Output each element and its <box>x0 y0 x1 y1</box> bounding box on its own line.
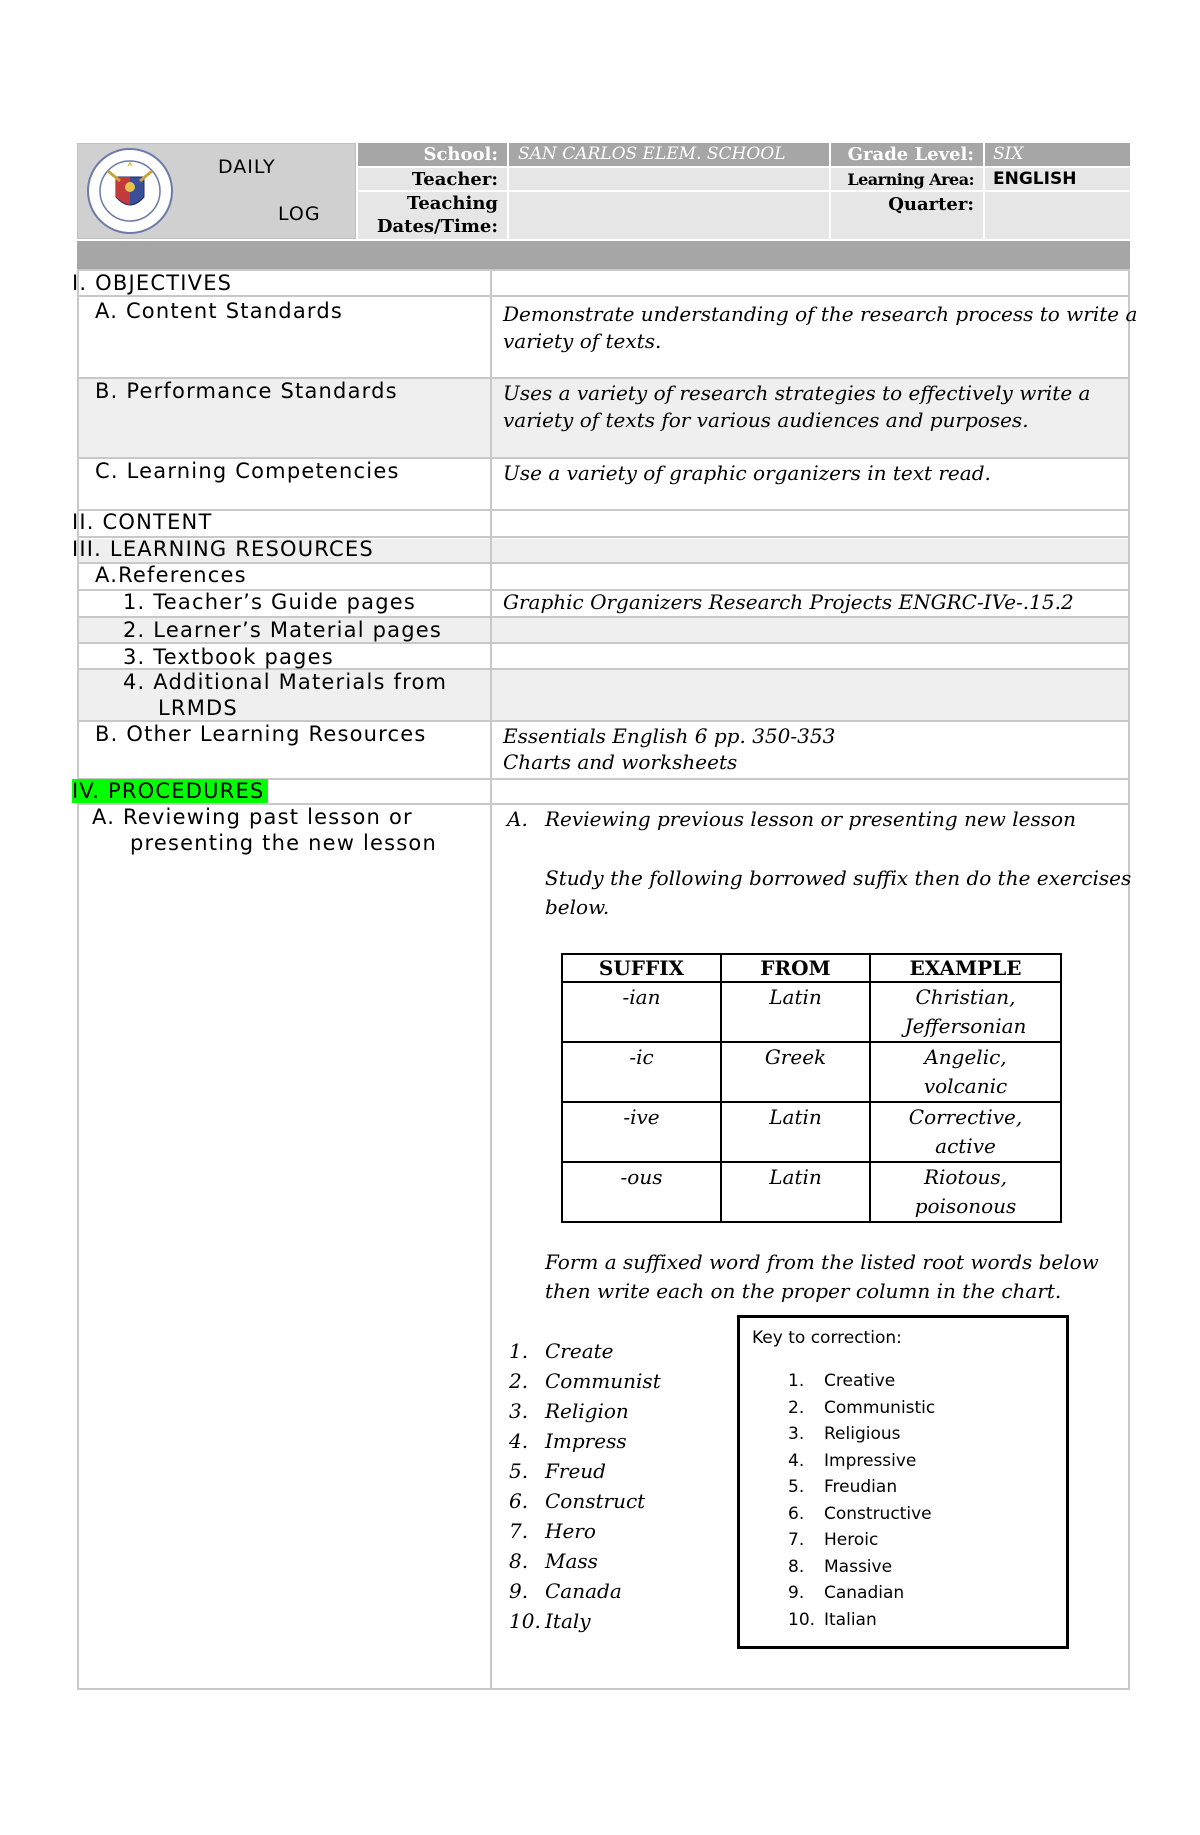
list-number: 6. <box>509 1489 529 1513</box>
key-answer: Communistic <box>824 1397 936 1418</box>
teaching-dates-label-1: Teaching <box>406 193 498 214</box>
performance-standards-value-2: variety of texts for various audiences and purposes. <box>503 408 1029 432</box>
key-answer: Impressive <box>824 1450 917 1471</box>
procedure-instruction-1: Study the following borrowed suffix then do the exercises <box>545 866 1132 890</box>
key-answer: Constructive <box>824 1503 932 1524</box>
key-number: 8. <box>788 1556 805 1577</box>
suffix-cell: -ic <box>562 1042 721 1102</box>
example-cell <box>870 982 1061 1042</box>
list-item <box>788 1583 1048 1610</box>
suffix-table <box>561 953 1062 1223</box>
procedure-instruction-2: below. <box>545 895 610 919</box>
root-word: Communist <box>545 1369 661 1393</box>
header-band <box>77 241 1130 269</box>
list-number: 1. <box>509 1339 529 1363</box>
performance-standards-label: B. Performance Standards <box>95 379 398 403</box>
procedure-heading-text: Reviewing previous lesson or presenting new lesson <box>545 807 1076 831</box>
school-value[interactable]: SAN CARLOS ELEM. SCHOOL <box>518 144 786 164</box>
table-row <box>562 1102 1061 1162</box>
teachers-guide-label: 1. Teacher’s Guide pages <box>123 590 416 614</box>
content-heading: II. CONTENT <box>72 510 213 534</box>
list-item <box>509 1398 709 1428</box>
list-item <box>788 1398 1048 1425</box>
objectives-heading: I. OBJECTIVES <box>72 271 233 295</box>
key-title: Key to correction: <box>752 1328 902 1348</box>
from-header: FROM <box>721 954 870 982</box>
teaching-dates-label-2: Dates/Time: <box>376 216 498 237</box>
root-word: Hero <box>545 1519 596 1543</box>
key-number: 9. <box>788 1583 805 1603</box>
content-standards-label: A. Content Standards <box>95 299 344 323</box>
example-header: EXAMPLE <box>870 954 1061 982</box>
list-number: 10. <box>509 1609 541 1633</box>
key-number: 1. <box>788 1371 805 1391</box>
teachers-guide-value: Graphic Organizers Research Projects ENGRC-IVe-.15.2 <box>503 590 1074 614</box>
list-item <box>788 1504 1048 1531</box>
example-line-1: Corrective, <box>908 1105 1023 1129</box>
list-number: 3. <box>509 1399 529 1423</box>
example-line-2: volcanic <box>923 1074 1008 1098</box>
key-number: 2. <box>788 1397 805 1418</box>
form-instruction-2: then write each on the proper column in the chart. <box>545 1279 1062 1303</box>
additional-materials-label-1: 4. Additional Materials from <box>123 670 448 694</box>
example-line-2: poisonous <box>914 1194 1017 1218</box>
list-item <box>788 1371 1048 1398</box>
deped-seal <box>86 147 174 235</box>
learning-competencies-value: Use a variety of graphic organizers in text read. <box>503 461 991 485</box>
list-item <box>788 1424 1048 1451</box>
from-cell: Greek <box>721 1042 870 1102</box>
form-instruction-1: Form a suffixed word from the listed root words below <box>545 1250 1099 1274</box>
key-number: 4. <box>788 1450 805 1471</box>
performance-standards-value-1: Uses a variety of research strategies to effectively write a <box>503 381 1091 405</box>
key-answer: Heroic <box>824 1530 879 1550</box>
other-resources-value-2: Charts and worksheets <box>503 750 738 774</box>
teaching-dates-value[interactable] <box>518 194 818 234</box>
root-words-list <box>509 1338 709 1638</box>
list-item <box>509 1458 709 1488</box>
key-number: 6. <box>788 1503 805 1524</box>
procedures-heading: IV. PROCEDURES <box>72 779 268 803</box>
learning-competencies-label: C. Learning Competencies <box>95 459 400 483</box>
list-item <box>509 1608 709 1638</box>
table-row <box>562 982 1061 1042</box>
key-list <box>788 1371 1048 1636</box>
root-word: Impress <box>545 1429 627 1453</box>
list-number: 8. <box>509 1549 529 1573</box>
from-cell: Latin <box>721 1162 870 1222</box>
reviewing-label-2: presenting the new lesson <box>130 831 437 855</box>
key-to-correction-box <box>737 1315 1069 1649</box>
from-cell: Latin <box>721 982 870 1042</box>
school-label: School: <box>423 144 498 165</box>
key-answer: Canadian <box>824 1583 905 1603</box>
key-answer: Freudian <box>824 1477 898 1497</box>
root-word: Freud <box>545 1459 606 1483</box>
other-resources-label: B. Other Learning Resources <box>95 722 427 746</box>
suffix-header: SUFFIX <box>562 954 721 982</box>
daily-log-title-1: DAILY <box>218 156 276 178</box>
reviewing-label-1: A. Reviewing past lesson or <box>92 805 413 829</box>
list-item <box>509 1368 709 1398</box>
list-number: 7. <box>509 1519 529 1543</box>
list-item <box>788 1557 1048 1584</box>
content-standards-value-2: variety of texts. <box>503 329 662 353</box>
additional-materials-label-2: LRMDS <box>158 696 238 720</box>
suffix-cell: -ous <box>562 1162 721 1222</box>
example-line-2: Jeffersonian <box>904 1014 1027 1038</box>
learning-area-label: Learning Area: <box>847 170 974 189</box>
example-cell <box>870 1162 1061 1222</box>
example-line-2: active <box>935 1134 996 1158</box>
list-item <box>509 1518 709 1548</box>
key-answer: Creative <box>824 1371 896 1391</box>
suffix-table-header <box>562 954 1061 982</box>
content-standards-value-1: Demonstrate understanding of the research process to write a <box>503 302 1138 326</box>
suffix-table-wrap <box>561 953 1062 1223</box>
list-number: 2. <box>509 1369 529 1393</box>
list-number: 9. <box>509 1579 529 1603</box>
references-label: A.References <box>95 563 247 587</box>
key-answer: Italian <box>824 1609 877 1630</box>
quarter-value[interactable] <box>993 194 1123 234</box>
list-number: 4. <box>509 1429 529 1453</box>
root-word: Construct <box>545 1489 646 1513</box>
list-item <box>788 1530 1048 1557</box>
quarter-label: Quarter: <box>888 194 974 215</box>
learners-material-label: 2. Learner’s Material pages <box>123 618 443 642</box>
example-cell <box>870 1102 1061 1162</box>
list-number: 5. <box>509 1459 529 1483</box>
key-answer: Massive <box>824 1556 893 1577</box>
root-word: Canada <box>545 1579 622 1603</box>
grade-level-value[interactable]: SIX <box>993 144 1024 164</box>
example-cell <box>870 1042 1061 1102</box>
list-item <box>788 1451 1048 1478</box>
key-number: 7. <box>788 1530 805 1550</box>
list-item <box>509 1578 709 1608</box>
key-number: 5. <box>788 1477 805 1497</box>
suffix-cell: -ian <box>562 982 721 1042</box>
key-number: 3. <box>788 1424 805 1444</box>
grade-level-label: Grade Level: <box>847 144 974 165</box>
example-line-1: Christian, <box>915 985 1016 1009</box>
list-item <box>788 1610 1048 1637</box>
textbook-pages-label: 3. Textbook pages <box>123 645 334 669</box>
teacher-value[interactable] <box>518 169 818 189</box>
suffix-cell: -ive <box>562 1102 721 1162</box>
root-word: Italy <box>545 1609 591 1633</box>
other-resources-value-1: Essentials English 6 pp. 350-353 <box>503 724 836 748</box>
root-word: Mass <box>545 1549 598 1573</box>
key-number: 10. <box>788 1609 816 1630</box>
teacher-label: Teacher: <box>411 169 498 190</box>
table-row <box>562 1162 1061 1222</box>
list-item <box>788 1477 1048 1504</box>
example-line-1: Angelic, <box>924 1045 1007 1069</box>
key-answer: Religious <box>824 1424 901 1444</box>
root-word: Create <box>545 1339 614 1363</box>
list-item <box>509 1548 709 1578</box>
list-item <box>509 1488 709 1518</box>
list-item <box>509 1428 709 1458</box>
from-cell: Latin <box>721 1102 870 1162</box>
table-row <box>562 1042 1061 1102</box>
daily-log-title-2: LOG <box>278 203 321 225</box>
learning-resources-heading: III. LEARNING RESOURCES <box>72 537 374 561</box>
example-line-1: Riotous, <box>923 1165 1008 1189</box>
list-item <box>509 1338 709 1368</box>
learning-area-value[interactable]: ENGLISH <box>993 169 1077 189</box>
root-word: Religion <box>545 1399 629 1423</box>
procedure-heading-letter: A. <box>507 807 528 831</box>
